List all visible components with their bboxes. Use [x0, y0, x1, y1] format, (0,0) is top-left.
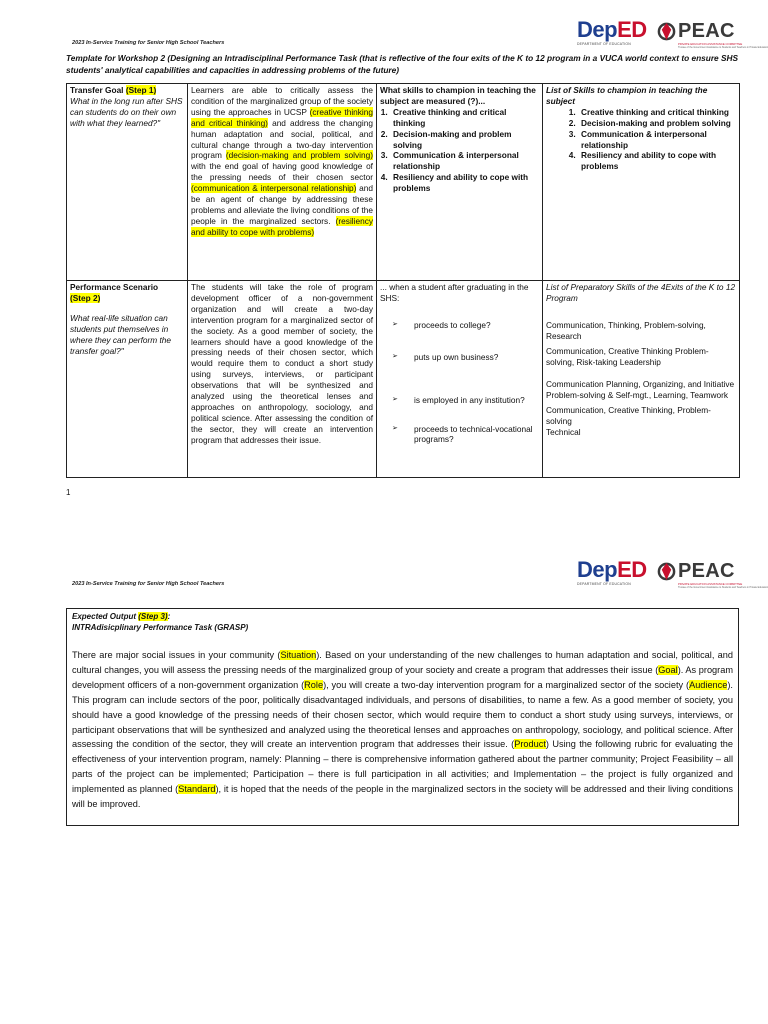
peac-emblem-icon — [657, 562, 676, 581]
workshop-table — [66, 83, 740, 478]
skills-list-cell — [543, 84, 740, 281]
list-item: 1. Creative thinking and critical thinking — [578, 107, 736, 118]
arrow-bullet-icon: ➢ — [392, 352, 398, 360]
peac-logo: PEAC PRIVATE EDUCATION ASSISTANCE COMMITTEE Trustee of the Government Assistance to Students and Teachers in Private Education — [657, 558, 737, 590]
grasp-situation-tag: Situation — [280, 650, 317, 660]
expected-output-label: Expected Output (Step 3): — [72, 612, 171, 621]
performance-scenario-question: What real-life situation can students put themselves in where they can perform the transfer goal?" — [70, 312, 171, 356]
skills-champion-list — [546, 107, 736, 172]
list-item: ➢ puts up own business? — [392, 351, 499, 362]
page-number: 1 — [66, 488, 71, 497]
template-title: Template for Workshop 2 (Designing an Intradisciplinal Performance Task (that is reflective of the four exits of the K to 12 program in a VUCA world context to ensure SHS students' analytical capabilities and capacities in addressing problems of the future) — [66, 53, 739, 75]
expected-output-box — [66, 608, 739, 826]
list-item: ➢ is employed in any institution? — [392, 394, 525, 405]
step-2-badge: (Step 2) — [70, 292, 101, 303]
grasp-standard-tag: Standard — [178, 784, 216, 795]
exits-cell — [377, 281, 543, 478]
prep-skills-header: List of Preparatory Skills of the 4Exits of the K to 12 Program — [546, 282, 736, 303]
grasp-goal-tag: Goal — [658, 664, 678, 675]
grasp-paragraph: There are major social issues in your community (Situation). Based on your understanding of the new challenges to human adaptation and social, political, and cultural changes, you will assess the pressing needs of the marginalized group of your society and create a program that addresses their issue (Goal). As program development officers of a non-government organization (Role), you will create a two-day intervention program for a marginalized sector of the society (Audience). This program can include sectors of the poor, politically disadvantaged individuals, and persons of disabilities, to name a few. As a good member of society, you should have a good knowledge of the pressing needs of their chosen sector, which would require them to conduct a short study using surveys, interviews, or participant observations that will be synthesized and analyzed using the theoretical lenses and approaches on anthropology, sociology, and political science. After assessing the condition of the sector, they will create an intervention program that addresses their issue. (Product) Using the following rubric for evaluating the effectiveness of your intervention program, namely: Planning – there is comprehensive information gathered about the partner community; Project Feasibility – all parts of the project can be implemented; Participation – there is full participation in all activities; and Implementation – the project is fully organized and implemented as planned (Standard), it is hoped that the needs of the people in the marginalized sectors in the society will be addressed and their living conditions will be improved. — [72, 650, 733, 810]
page-header — [0, 558, 768, 608]
expected-output-subtitle: INTRAdisicplinary Performance Task (GRASP) — [72, 622, 249, 632]
performance-scenario-row — [67, 281, 740, 478]
peac-logo: PEAC PRIVATE EDUCATION ASSISTANCE COMMITTEE Trustee of the Government Assistance to Students and Teachers in Private Education — [657, 18, 737, 50]
list-item: 4. Resiliency and ability to cope with problems — [390, 172, 539, 194]
skills-measured-list — [380, 107, 539, 194]
list-item: Technical — [546, 427, 581, 438]
list-item: 2. Decision-making and problem solving — [390, 129, 539, 151]
exits-header: ... when a student after graduating in the SHS: — [380, 282, 529, 303]
peac-emblem-icon — [657, 22, 676, 41]
arrow-bullet-icon: ➢ — [392, 320, 398, 328]
transfer-goal-label: Transfer Goal — [70, 85, 124, 95]
list-item: Communication, Thinking, Problem-solving, Research — [546, 319, 706, 341]
prep-skills-cell — [543, 281, 740, 478]
skills-measured-cell — [377, 84, 543, 281]
list-item: ➢ proceeds to college? — [392, 319, 491, 330]
training-title: 2023 In-Service Training for Senior High School Teachers — [72, 40, 225, 46]
arrow-bullet-icon: ➢ — [392, 424, 398, 432]
grasp-product-tag: Product — [514, 739, 546, 750]
list-item: 2. Decision-making and problem solving — [578, 118, 736, 129]
transfer-goal-text-cell: Learners are able to critically assess the condition of the marginalized group of the society using the approaches in UCSP (creative thinking and critical thinking) and address the changing human adaptation and social, political, and cultural change through a two-day intervention program (decision-making and problem solving) with the end goal of having good knowledge of the pressing needs of their chosen sector (communication & interpersonal relationship) and be an agent of change by addressing these problems and alleviate the living conditions of the people in the marginalized sectors. (resiliency and ability to cope with problems) — [188, 84, 377, 281]
performance-scenario-label: Performance Scenario — [70, 282, 159, 292]
training-title: 2023 In-Service Training for Senior High School Teachers — [72, 581, 225, 587]
grasp-audience-tag: Audience — [689, 679, 728, 690]
deped-logo: DepED DEPARTMENT OF EDUCATION — [577, 557, 647, 586]
list-item: 3. Communication & interpersonal relationship — [390, 150, 539, 172]
skills-measured-header: What skills to champion in teaching the subject are measured (?)... — [380, 85, 536, 106]
step-3-badge: (Step 3) — [138, 612, 168, 621]
performance-scenario-label-cell — [67, 281, 188, 478]
list-item: ➢ proceeds to technical-vocational programs? — [392, 423, 533, 445]
step-1-badge: (Step 1) — [125, 85, 157, 95]
deped-logo: DepED DEPARTMENT OF EDUCATION — [577, 17, 647, 46]
transfer-goal-label-cell — [67, 84, 188, 281]
list-item: Communication Planning, Organizing, and Initiative Problem-solving & Self-mgt., Learning, Teamwork — [546, 379, 735, 401]
grasp-role-tag: Role — [304, 679, 324, 690]
skills-list-header: List of Skills to champion in teaching the subject — [546, 85, 708, 106]
transfer-goal-question: What in the long run after SHS can students do on their own with what they learned?" — [70, 95, 183, 128]
transfer-goal-row — [67, 84, 740, 281]
list-item: 3. Communication & interpersonal relationship — [578, 129, 736, 151]
list-item: 1. Creative thinking and critical thinking — [390, 107, 539, 129]
performance-scenario-text-cell: The students will take the role of program development officer of a non-government organization and will create a two-day intervention program for a marginalized sector of the society. As a good member of society, the learners should have a good knowledge of the pressing needs of their chosen sector, which would require them to conduct a short study using surveys, interviews, or participant observations that will be synthesized and analyzed using the theoretical lenses and approaches on anthropology, sociology, and political science. After assessing the condition of the sector, they will create an intervention program that addresses their issue. — [188, 281, 377, 478]
list-item: 4. Resiliency and ability to cope with problems — [578, 150, 736, 172]
list-item: Communication, Creative Thinking, Problem-solving — [546, 405, 711, 427]
arrow-bullet-icon: ➢ — [392, 395, 398, 403]
list-item: Communication, Creative Thinking Problem-solving, Risk-taking Leadership — [546, 345, 709, 367]
